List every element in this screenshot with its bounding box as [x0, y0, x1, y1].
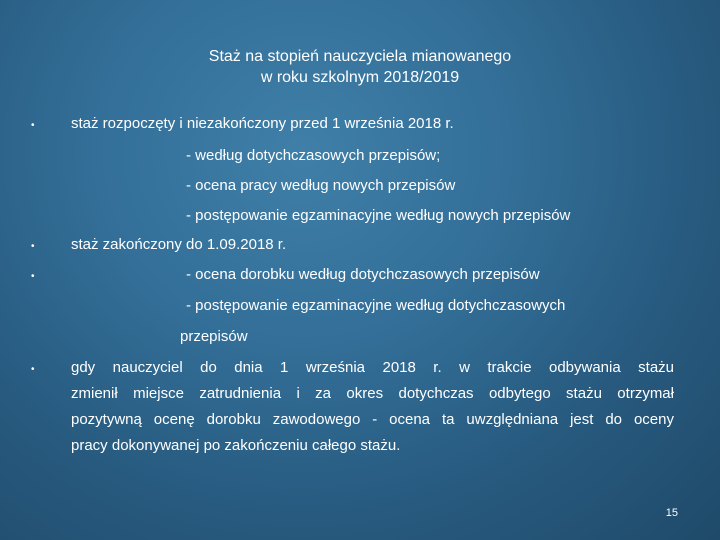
list-item-3-sub-1: - ocena dorobku według dotychczasowych przepisów — [186, 266, 540, 283]
list-item-4-line-2: zmienił miejsce zatrudnienia i za okres dotychczas odbytego stażu otrzymał — [71, 385, 674, 402]
list-item-4-line-1: gdy nauczyciel do dnia 1 września 2018 r. w trakcie odbywania stażu — [71, 359, 674, 376]
list-item-1-sub-3: - postępowanie egzaminacyjne według nowych przepisów — [186, 207, 571, 224]
list-item-2-text: staż zakończony do 1.09.2018 r. — [71, 236, 287, 253]
list-item-1-sub-2: - ocena pracy według nowych przepisów — [186, 177, 456, 194]
list-item-4-line-3: pozytywną ocenę dorobku zawodowego - ocena ta uwzględniana jest do oceny — [71, 411, 674, 428]
bullet-icon: • — [31, 241, 35, 252]
list-item-3-sub-2-continued: przepisów — [180, 328, 248, 345]
bullet-icon: • — [31, 120, 35, 131]
slide-title — [0, 46, 720, 88]
list-item-3-sub-2: - postępowanie egzaminacyjne według dotychczasowych — [186, 297, 566, 314]
slide-title-line-1: Staż na stopień nauczyciela mianowanego — [208, 48, 512, 65]
slide-title-line-2: w roku szkolnym 2018/2019 — [260, 69, 460, 86]
list-item-1-sub-1: - według dotychczasowych przepisów; — [186, 147, 441, 164]
bullet-icon: • — [31, 271, 35, 282]
bullet-icon: • — [31, 364, 35, 375]
list-item-4-line-4: pracy dokonywanej po zakończeniu całego stażu. — [71, 437, 401, 454]
list-item-1-text: staż rozpoczęty i niezakończony przed 1 września 2018 r. — [71, 115, 454, 132]
page-number: 15 — [665, 507, 678, 519]
list-item-4-paragraph — [71, 355, 674, 459]
